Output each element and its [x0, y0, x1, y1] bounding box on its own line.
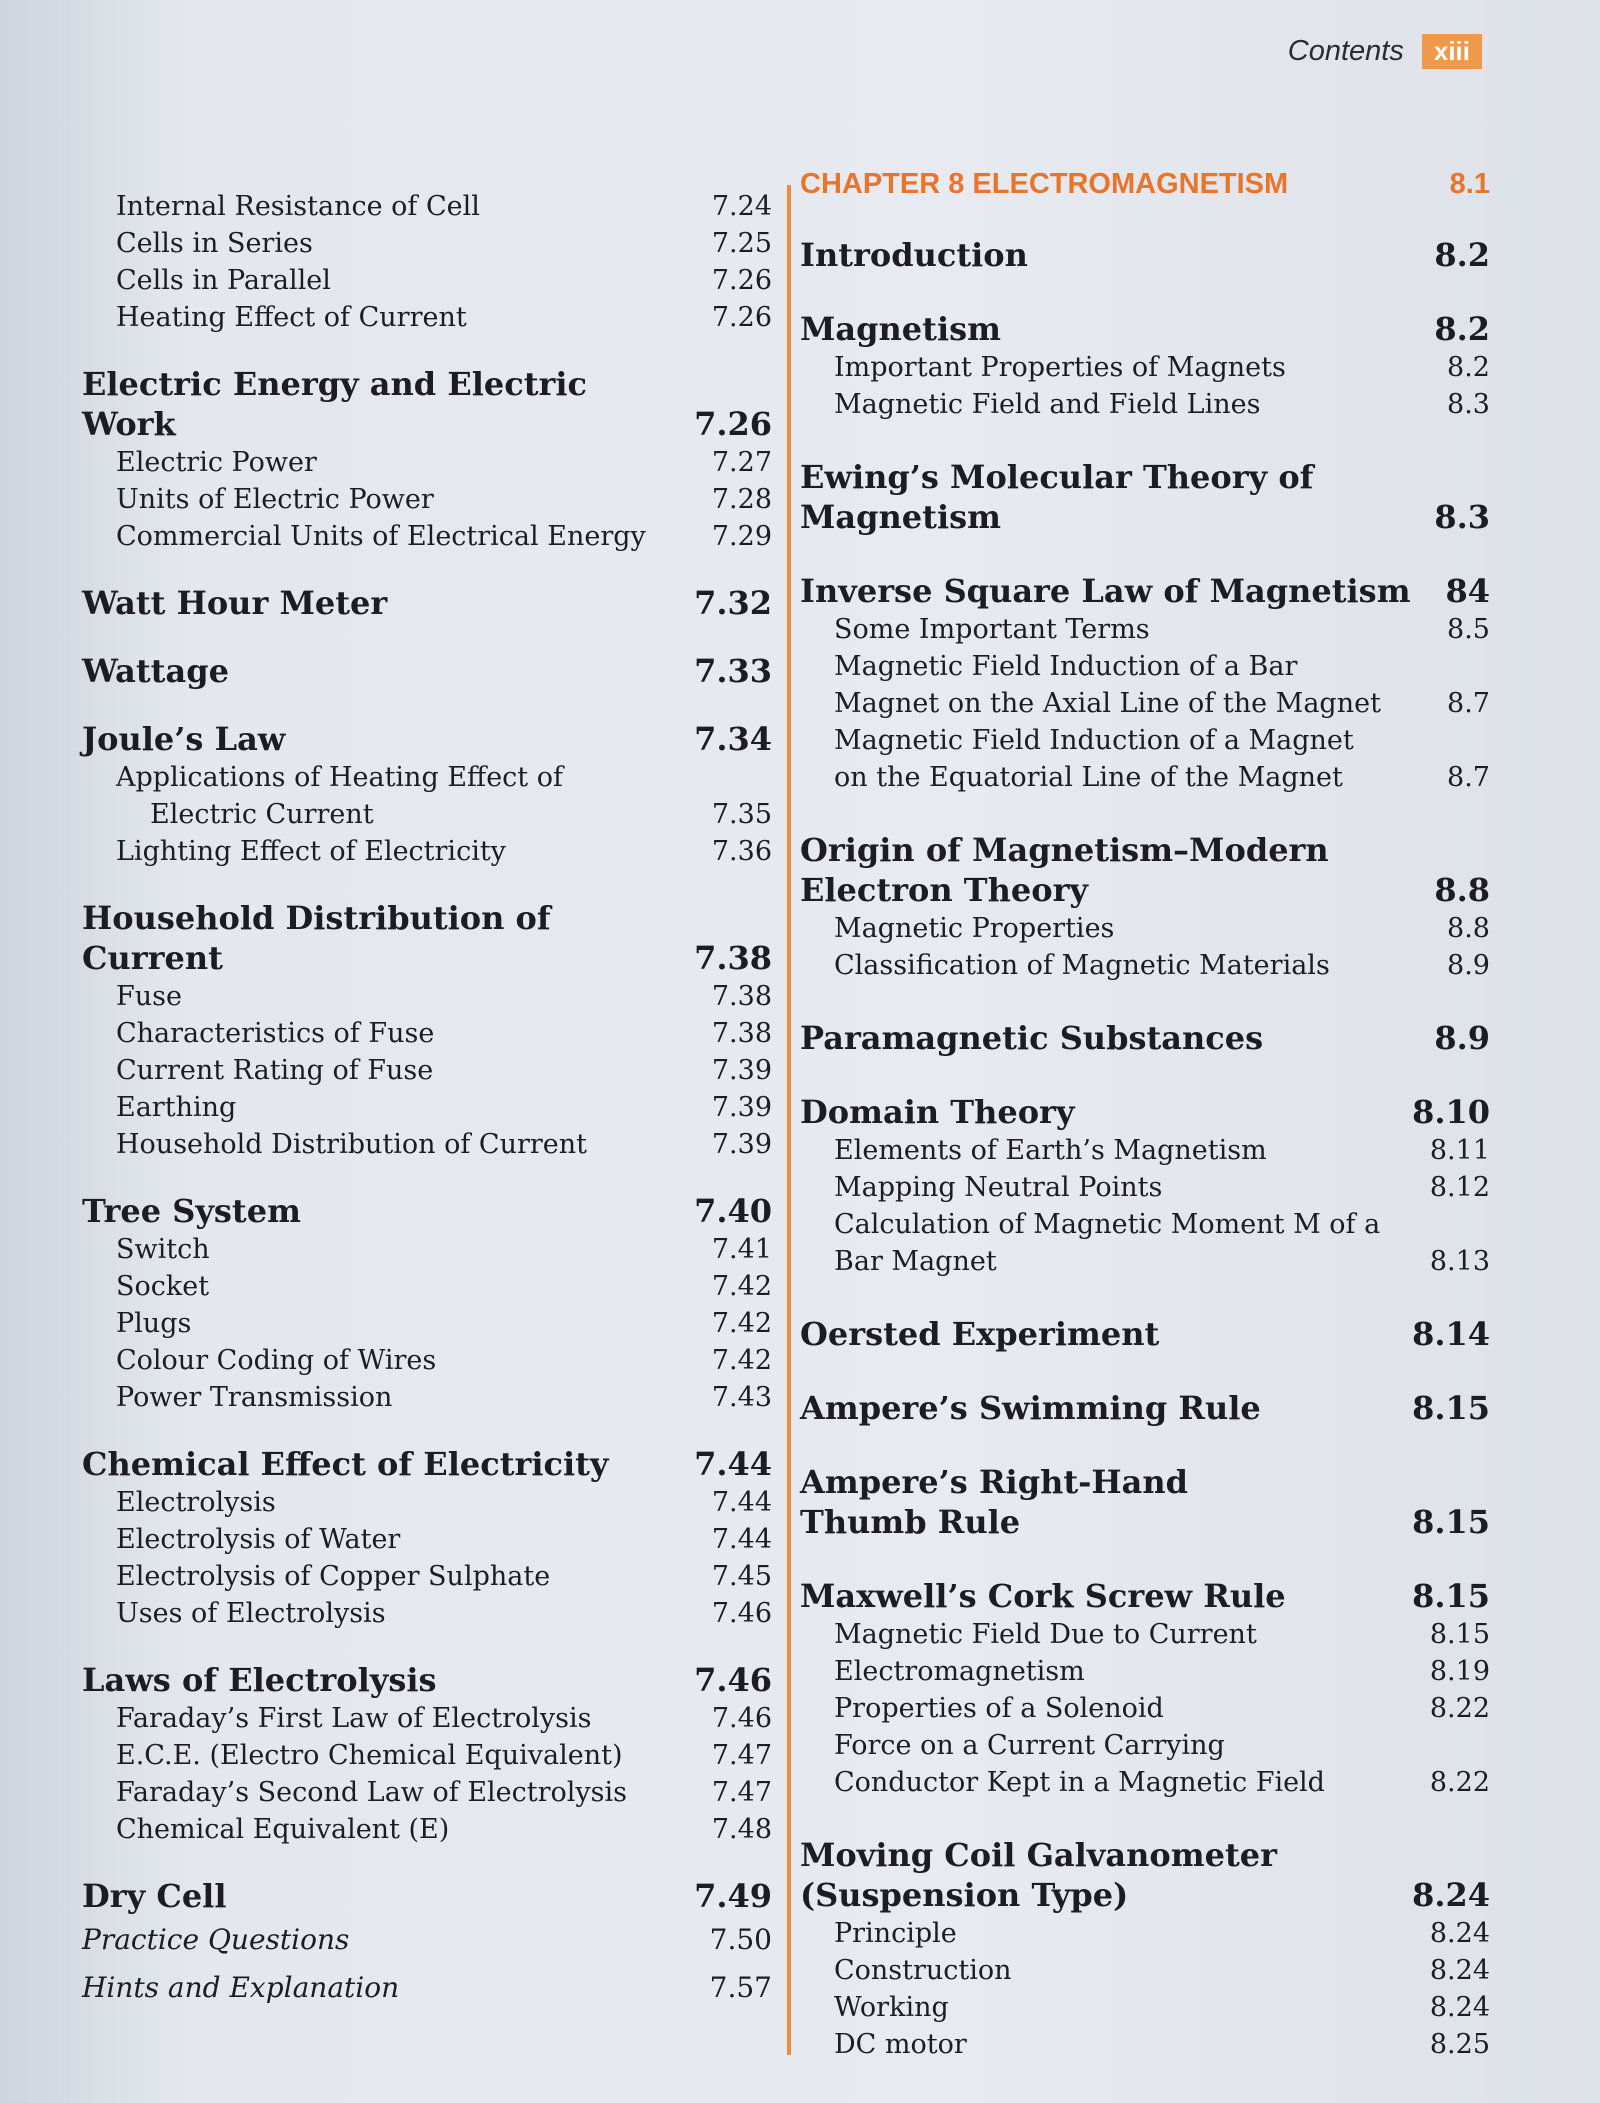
toc-subsection-entry [800, 947, 1490, 984]
entry-page-number: 7.38 [711, 981, 772, 1012]
entry-page-number: 8.5 [1447, 614, 1490, 645]
entry-title: Introduction [800, 236, 1028, 274]
entry-title: Switch [116, 1234, 210, 1265]
entry-title: Magnetic Field Induction of a Bar Magnet on the Axial Line of the Magnet [834, 651, 1381, 719]
entry-page-number: 8.11 [1429, 1135, 1490, 1166]
entry-title: Maxwell’s Cork Screw Rule [800, 1577, 1286, 1615]
entry-page-number: 8.7 [1447, 762, 1490, 793]
entry-title: Colour Coding of Wires [116, 1345, 437, 1376]
entry-title: Electric Energy and Electric Work [82, 365, 587, 443]
toc-subsection-entry [800, 1727, 1490, 1801]
entry-title: Earthing [116, 1092, 237, 1123]
entry-page-number: 8.22 [1429, 1693, 1490, 1724]
entry-page-number: 8.15 [1412, 1389, 1490, 1427]
entry-title: Cells in Parallel [116, 265, 331, 296]
toc-subsection-entry [82, 1558, 772, 1595]
entry-title: Ampere’s Swimming Rule [800, 1389, 1261, 1427]
toc-section-entry [800, 1018, 1490, 1058]
toc-subsection-entry [800, 1915, 1490, 1952]
toc-subsection-entry [800, 1989, 1490, 2026]
entry-title: Cells in Series [116, 228, 313, 259]
entry-page-number: 7.29 [711, 521, 772, 552]
running-head [1288, 34, 1482, 69]
entry-page-number: 7.39 [711, 1092, 772, 1123]
toc-subsection-entry [800, 910, 1490, 947]
entry-title: Plugs [116, 1308, 192, 1339]
entry-page-number: 7.26 [694, 405, 772, 443]
entry-title: Practice Questions [82, 1923, 350, 1956]
toc-section-entry [82, 651, 772, 691]
entry-page-number: 7.33 [694, 652, 772, 690]
entry-title: Moving Coil Galvanometer (Suspension Type) [800, 1836, 1277, 1914]
toc-subsection-entry [82, 1126, 772, 1163]
entry-page-number: 8.24 [1429, 1918, 1490, 1949]
entry-title: Faraday’s Second Law of Electrolysis [116, 1777, 628, 1808]
toc-subsection-entry [800, 1690, 1490, 1727]
entry-page-number: 8.3 [1434, 498, 1490, 536]
toc-subsection-entry [800, 2026, 1490, 2063]
toc-section-entry [82, 898, 772, 978]
entry-title: Calculation of Magnetic Moment M of a Bar Magnet [834, 1209, 1381, 1277]
entry-title: Inverse Square Law of Magnetism [800, 572, 1411, 610]
entry-title: Lighting Effect of Electricity [116, 836, 506, 867]
entry-page-number: 8.15 [1412, 1503, 1490, 1541]
toc-section-entry [800, 830, 1490, 910]
entry-page-number: 7.32 [694, 584, 772, 622]
entry-title: Joule’s Law [82, 720, 286, 758]
entry-page-number: 7.47 [711, 1740, 772, 1771]
entry-page-number: 7.36 [711, 836, 772, 867]
entry-page-number: 8.3 [1447, 389, 1490, 420]
toc-subsection-entry [82, 833, 772, 870]
toc-subsection-entry [82, 759, 772, 796]
entry-page-number: 7.48 [711, 1814, 772, 1845]
toc-subsection-entry [82, 796, 772, 833]
entry-title: Hints and Explanation [82, 1971, 400, 2004]
entry-title: CHAPTER 8 ELECTROMAGNETISM [800, 168, 1289, 200]
toc-subsection-entry [800, 1169, 1490, 1206]
entry-title: Construction [834, 1955, 1012, 1986]
toc-section-entry [82, 364, 772, 444]
entry-page-number: 7.27 [711, 447, 772, 478]
entry-page-number: 7.40 [694, 1192, 772, 1230]
entry-page-number: 7.44 [711, 1487, 772, 1518]
entry-page-number: 7.42 [711, 1271, 772, 1302]
entry-title: Ampere’s Right-Hand Thumb Rule [800, 1463, 1188, 1541]
entry-page-number: 7.34 [694, 720, 772, 758]
toc-section-entry [800, 235, 1490, 275]
toc-section-entry [800, 1314, 1490, 1354]
toc-section-entry [82, 1191, 772, 1231]
entry-title: Tree System [82, 1192, 301, 1230]
entry-title: Electric Current [150, 799, 374, 830]
entry-page-number: 7.24 [711, 191, 772, 222]
entry-title: Applications of Heating Effect of [116, 762, 563, 793]
entry-page-number: 7.38 [694, 939, 772, 977]
toc-section-entry [800, 309, 1490, 349]
entry-page-number: 8.2 [1434, 310, 1490, 348]
entry-title: Chemical Equivalent (E) [116, 1814, 450, 1845]
entry-title: Current Rating of Fuse [116, 1055, 434, 1086]
entry-page-number: 7.46 [694, 1661, 772, 1699]
entry-title: Commercial Units of Electrical Energy [116, 521, 646, 552]
toc-section-entry [800, 571, 1490, 611]
entry-title: Magnetic Field Due to Current [834, 1619, 1257, 1650]
entry-page-number: 7.39 [711, 1129, 772, 1160]
toc-subsection-entry [82, 518, 772, 555]
entry-page-number: 7.47 [711, 1777, 772, 1808]
toc-section-entry [82, 1444, 772, 1484]
entry-page-number: 7.44 [711, 1524, 772, 1555]
toc-subsection-entry [82, 225, 772, 262]
entry-page-number: 8.10 [1412, 1093, 1490, 1131]
toc-subsection-entry [800, 349, 1490, 386]
entry-title: Classification of Magnetic Materials [834, 950, 1330, 981]
entry-title: Force on a Current Carrying Conductor Kept in a Magnetic Field [834, 1730, 1325, 1798]
entry-page-number: 8.13 [1429, 1246, 1490, 1277]
page-number: xiii [1422, 34, 1482, 69]
entry-title: Electrolysis [116, 1487, 276, 1518]
toc-subsection-entry [82, 1737, 772, 1774]
toc-subsection-entry [82, 1916, 772, 1964]
running-head-title: Contents [1287, 35, 1404, 67]
entry-page-number: 8.19 [1429, 1656, 1490, 1687]
toc-subsection-entry [800, 1206, 1490, 1280]
entry-page-number: 8.8 [1434, 871, 1490, 909]
entry-title: Important Properties of Magnets [834, 352, 1286, 383]
entry-title: Oersted Experiment [800, 1315, 1160, 1353]
toc-subsection-entry [82, 1964, 772, 2012]
chapter-heading [800, 168, 1490, 201]
entry-page-number: 8.24 [1429, 1992, 1490, 2023]
toc-subsection-entry [82, 188, 772, 225]
toc-subsection-entry [82, 481, 772, 518]
entry-title: Origin of Magnetism–Modern Electron Theory [800, 831, 1329, 909]
toc-subsection-entry [82, 1015, 772, 1052]
entry-title: Magnetic Field and Field Lines [834, 389, 1261, 420]
entry-page-number: 8.12 [1429, 1172, 1490, 1203]
toc-subsection-entry [82, 1774, 772, 1811]
entry-title: Some Important Terms [834, 614, 1150, 645]
entry-title: Paramagnetic Substances [800, 1019, 1264, 1057]
entry-title: Electrolysis of Water [116, 1524, 401, 1555]
entry-title: Chemical Effect of Electricity [82, 1445, 609, 1483]
toc-subsection-entry [82, 1089, 772, 1126]
toc-subsection-entry [82, 1811, 772, 1848]
entry-title: Units of Electric Power [116, 484, 434, 515]
toc-subsection-entry [800, 648, 1490, 722]
entry-title: Characteristics of Fuse [116, 1018, 435, 1049]
entry-title: Magnetic Field Induction of a Magnet on the Equatorial Line of the Magnet [834, 725, 1354, 793]
entry-page-number: 7.44 [694, 1445, 772, 1483]
toc-subsection-entry [82, 1268, 772, 1305]
toc-section-entry [800, 1835, 1490, 1915]
entry-title: Electromagnetism [834, 1656, 1085, 1687]
toc-subsection-entry [82, 978, 772, 1015]
entry-page-number: 8.22 [1429, 1767, 1490, 1798]
entry-title: Household Distribution of Current [82, 899, 551, 977]
toc-subsection-entry [800, 1653, 1490, 1690]
entry-title: Ewing’s Molecular Theory of Magnetism [800, 458, 1314, 536]
toc-section-entry [800, 1092, 1490, 1132]
toc-subsection-entry [800, 611, 1490, 648]
entry-title: Internal Resistance of Cell [116, 191, 480, 222]
toc-subsection-entry [82, 262, 772, 299]
entry-title: Watt Hour Meter [82, 584, 388, 622]
toc-subsection-entry [800, 1952, 1490, 1989]
entry-title: Fuse [116, 981, 182, 1012]
entry-title: Socket [116, 1271, 210, 1302]
toc-subsection-entry [800, 386, 1490, 423]
entry-page-number: 7.39 [711, 1055, 772, 1086]
column-divider [787, 185, 791, 2055]
entry-page-number: 7.41 [711, 1234, 772, 1265]
entry-page-number: 8.24 [1429, 1955, 1490, 1986]
entry-page-number: 7.46 [711, 1598, 772, 1629]
entry-page-number: 7.26 [711, 302, 772, 333]
entry-page-number: 7.25 [711, 228, 772, 259]
entry-page-number: 8.14 [1412, 1315, 1490, 1353]
entry-title: E.C.E. (Electro Chemical Equivalent) [116, 1740, 623, 1771]
entry-page-number: 7.43 [711, 1382, 772, 1413]
entry-title: Dry Cell [82, 1877, 227, 1915]
toc-subsection-entry [82, 444, 772, 481]
entry-page-number: 7.28 [711, 484, 772, 515]
entry-title: Electric Power [116, 447, 317, 478]
entry-title: Laws of Electrolysis [82, 1661, 437, 1699]
entry-page-number: 7.57 [709, 1971, 772, 2004]
toc-subsection-entry [82, 1231, 772, 1268]
toc-subsection-entry [82, 1484, 772, 1521]
toc-section-entry [82, 1660, 772, 1700]
toc-subsection-entry [82, 1052, 772, 1089]
entry-title: DC motor [834, 2029, 967, 2060]
entry-title: Magnetism [800, 310, 1001, 348]
toc-section-entry [800, 1388, 1490, 1428]
entry-page-number: 7.35 [711, 799, 772, 830]
entry-title: Electrolysis of Copper Sulphate [116, 1561, 551, 1592]
entry-page-number: 8.9 [1447, 950, 1490, 981]
entry-title: Power Transmission [116, 1382, 393, 1413]
entry-title: Elements of Earth’s Magnetism [834, 1135, 1267, 1166]
toc-subsection-entry [82, 299, 772, 336]
toc-section-entry [82, 583, 772, 623]
entry-title: Working [834, 1992, 949, 2023]
toc-section-entry [800, 457, 1490, 537]
toc-section-entry [800, 1576, 1490, 1616]
entry-page-number: 7.50 [709, 1923, 772, 1956]
toc-subsection-entry [800, 1132, 1490, 1169]
entry-page-number: 7.26 [711, 265, 772, 296]
entry-title: Principle [834, 1918, 957, 1949]
entry-page-number: 7.42 [711, 1345, 772, 1376]
entry-page-number: 7.46 [711, 1703, 772, 1734]
toc-left-column [82, 188, 772, 2012]
entry-page-number: 7.49 [694, 1877, 772, 1915]
entry-title: Domain Theory [800, 1093, 1075, 1131]
entry-page-number: 8.15 [1429, 1619, 1490, 1650]
entry-page-number: 8.25 [1429, 2029, 1490, 2060]
entry-title: Magnetic Properties [834, 913, 1115, 944]
entry-title: Faraday’s First Law of Electrolysis [116, 1703, 592, 1734]
toc-section-entry [800, 1462, 1490, 1542]
toc-subsection-entry [800, 1616, 1490, 1653]
entry-page-number: 7.42 [711, 1308, 772, 1339]
entry-title: Heating Effect of Current [116, 302, 467, 333]
toc-subsection-entry [82, 1379, 772, 1416]
entry-page-number: 8.1 [1449, 168, 1490, 200]
entry-page-number: 8.24 [1412, 1876, 1490, 1914]
entry-title: Properties of a Solenoid [834, 1693, 1164, 1724]
entry-page-number: 8.15 [1412, 1577, 1490, 1615]
entry-page-number: 8.7 [1447, 688, 1490, 719]
entry-page-number: 8.9 [1434, 1019, 1490, 1057]
entry-page-number: 7.45 [711, 1561, 772, 1592]
toc-subsection-entry [82, 1700, 772, 1737]
toc-section-entry [82, 719, 772, 759]
entry-page-number: 7.38 [711, 1018, 772, 1049]
entry-page-number: 8.8 [1447, 913, 1490, 944]
toc-subsection-entry [82, 1595, 772, 1632]
entry-title: Uses of Electrolysis [116, 1598, 386, 1629]
toc-subsection-entry [82, 1342, 772, 1379]
toc-subsection-entry [82, 1305, 772, 1342]
entry-page-number: 84 [1445, 572, 1490, 610]
toc-subsection-entry [800, 722, 1490, 796]
toc-section-entry [82, 1876, 772, 1916]
entry-title: Mapping Neutral Points [834, 1172, 1163, 1203]
entry-title: Household Distribution of Current [116, 1129, 587, 1160]
entry-title: Wattage [82, 652, 229, 690]
entry-page-number: 8.2 [1447, 352, 1490, 383]
entry-page-number: 8.2 [1434, 236, 1490, 274]
toc-subsection-entry [82, 1521, 772, 1558]
toc-right-column [800, 168, 1490, 2063]
